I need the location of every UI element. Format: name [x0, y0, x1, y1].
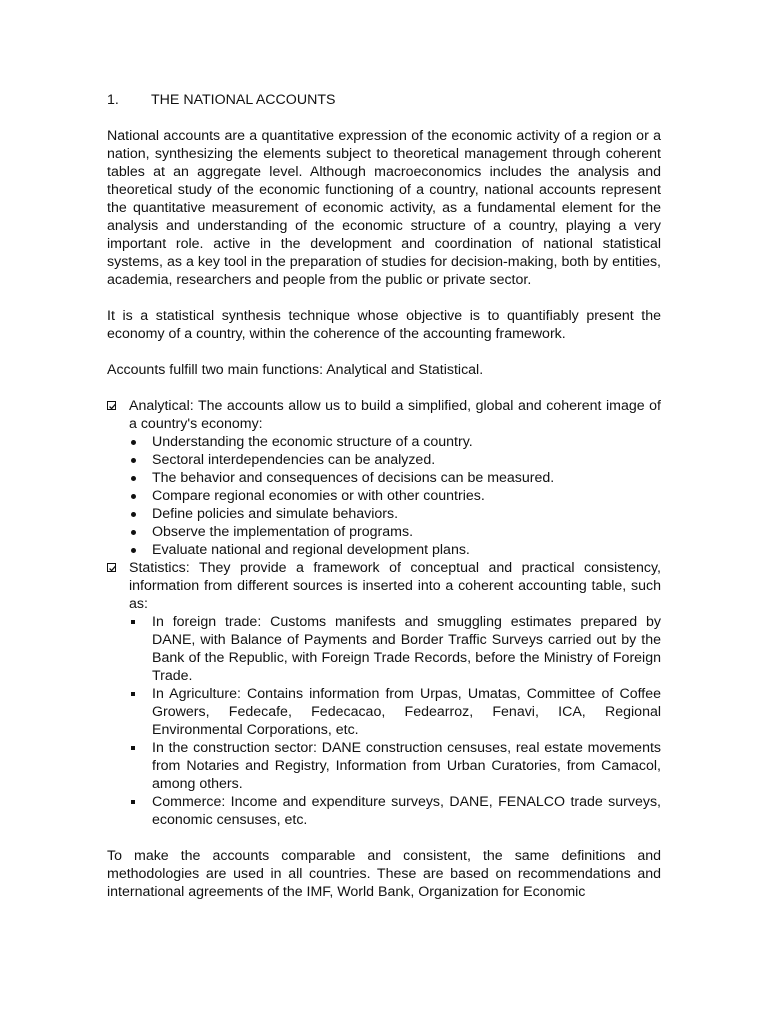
- statistics-list: [129, 613, 661, 829]
- spacer: [107, 829, 661, 847]
- section-heading: [107, 91, 661, 109]
- analytical-list: [129, 433, 661, 559]
- section-number: 1.: [107, 92, 119, 108]
- list-item: Understanding the economic structure of a country.: [129, 433, 661, 451]
- analytical-text: Analytical: The accounts allow us to build a simplified, global and coherent image of a country's economy:: [129, 398, 661, 432]
- list-item: The behavior and consequences of decisions can be measured.: [129, 469, 661, 487]
- list-item: Observe the implementation of programs.: [129, 523, 661, 541]
- list-item: In Agriculture: Contains information from Urpas, Umatas, Committee of Coffee Growers, Fedecafe, Fedecacao, Fedearroz, Fenavi, ICA, Regional Environmental Corporations, etc.: [129, 685, 661, 739]
- paragraph-intro: National accounts are a quantitative expression of the economic activity of a region or a nation, synthesizing the elements subject to theoretical management through coherent tables at an aggregate level. Although macroeconomics includes the analysis and theoretical study of the economic functioning of a country, national accounts represent the quantitative measurement of economic activity, as a fundamental element for the analysis and understanding of the economic structure of a country, playing a very important role. active in the development and coordination of national statistical systems, as a key tool in the preparation of studies for decision-making, both by entities, academia, researchers and people from the public or private sector.: [107, 128, 661, 288]
- list-item: In the construction sector: DANE construction censuses, real estate movements from Notaries and Registry, Information from Urban Curatories, from Camacol, among others.: [129, 739, 661, 793]
- statistics-block: [107, 559, 661, 829]
- list-item: Commerce: Income and expenditure surveys, DANE, FENALCO trade surveys, economic censuses, etc.: [129, 793, 661, 829]
- paragraph-synthesis: It is a statistical synthesis technique whose objective is to quantifiably present the economy of a country, within the coherence of the accounting framework.: [107, 308, 661, 342]
- analytical-block: [107, 397, 661, 559]
- list-item: In foreign trade: Customs manifests and smuggling estimates prepared by DANE, with Balance of Payments and Border Traffic Surveys carried out by the Bank of the Republic, with Foreign Trade Records, before the Ministry of Foreign Trade.: [129, 613, 661, 685]
- paragraph-closing: To make the accounts comparable and consistent, the same definitions and methodologies are used in all countries. These are based on recommendations and international agreements of the IMF, World Bank, Organization for Economic: [107, 848, 661, 900]
- list-item: Define policies and simulate behaviors.: [129, 505, 661, 523]
- list-item: Evaluate national and regional development plans.: [129, 541, 661, 559]
- checkbox-icon: [107, 563, 116, 572]
- list-item: Compare regional economies or with other countries.: [129, 487, 661, 505]
- checkbox-icon: [107, 401, 116, 410]
- list-item: Sectoral interdependencies can be analyzed.: [129, 451, 661, 469]
- document-body: [107, 91, 661, 919]
- statistics-text: Statistics: They provide a framework of conceptual and practical consistency, information from different sources is inserted into a coherent accounting table, such as:: [129, 560, 661, 612]
- section-title: THE NATIONAL ACCOUNTS: [151, 92, 336, 108]
- paragraph-functions: Accounts fulfill two main functions: Analytical and Statistical.: [107, 362, 484, 378]
